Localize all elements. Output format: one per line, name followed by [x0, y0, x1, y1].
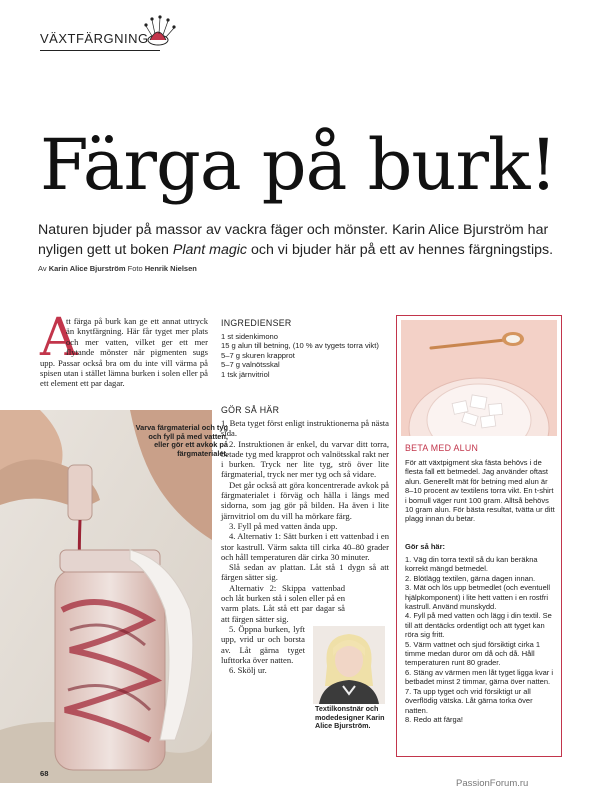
byline	[38, 264, 197, 273]
ingredient-item: 15 g alun till betning, (10 % av tygets torra vikt)	[221, 341, 379, 351]
instructions-heading: GÖR SÅ HÄR	[221, 405, 280, 415]
instruction-step: 1. Beta tyget först enligt instruktionerna på nästa sida.	[221, 418, 389, 439]
sidebar-step: 4. Fyll på med vatten och lägg i din textil. Se till att dentäcks ordentligt och att tyget kan röra sig fritt.	[405, 611, 552, 640]
ingredients-list	[221, 332, 391, 379]
watermark: PassionForum.ru	[456, 778, 529, 789]
section-label: VÄXTFÄRGNING	[40, 31, 149, 46]
instruction-step: Det går också att göra koncentrerade avkok på färgmaterialet i förväg och hälla i längs med sidorna, som jag gör på bilden. Ha även i lite järnvitriol om du vill ha mörkare färg.	[221, 479, 389, 521]
byline-author: Karin Alice Bjurström	[48, 264, 126, 273]
sidebar-body-text: För att växtpigment ska fästa behövs i de flesta fall ett betmedel. Jag använder oftast alun. Generellt mät för betning med alun är 8–10 procent av textilens torra vikt. En t-shirt i bomull väger runt 100 gram. Alltså behövs 10 gram alun. För bästa resultat, tvätta ur ditt plagg innan du betar.	[405, 458, 555, 524]
lead-text-b: och vi bjuder här på ett av hennes färgningstips.	[247, 242, 554, 258]
jar-dyeing-photo	[0, 410, 212, 783]
instruction-step: 3. Fyll på med vatten ända upp.	[229, 520, 338, 531]
byline-prefix: Av	[38, 264, 47, 273]
byline-photographer: Henrik Nielsen	[144, 264, 197, 273]
instruction-step: Slå sedan av plattan. Låt stå 1 dygn så att färgen sätter sig.	[221, 562, 389, 583]
sidebar-heading: BETA MED ALUN	[405, 443, 479, 453]
jar-illustration	[0, 410, 212, 783]
sidebar-step: 6. Stäng av värmen men låt tyget ligga kvar i betbadet minst 2 timmar, gärna över natten.	[405, 667, 553, 687]
author-portrait	[313, 626, 385, 704]
section-divider	[40, 50, 160, 51]
sidebar-step: 1. Väg din torra textil så du kan beräkna korrekt mängd betmedel.	[405, 555, 538, 574]
portrait-illustration	[313, 626, 385, 704]
instruction-step: 2. Instruktionen är enkel, du varvar ditt torra, betade tyg med krapprot och valnötsskal rakt ner i burken. Tryck ner lite tyg, strö över lite färgmaterial, tryck ner mer tyg och så vidare.	[221, 438, 389, 480]
instruction-step: Alternativ 2: Skippa vattenbad och låt burken stå i solen eller på en varm plats. Låt stå ett par dagar så att färgen sätter sig.	[221, 582, 345, 624]
sidebar-steps	[405, 555, 555, 724]
dropcap-spacer	[40, 316, 66, 356]
instruction-step: 6. Skölj ur.	[229, 665, 267, 676]
drop-cap: A	[40, 308, 78, 368]
sidebar-subheading: Gör så här:	[405, 542, 446, 551]
sidebar-step: 7. Ta upp tyget och vrid försiktigt ur all överflödig vätska. Låt gärna torka över natten.	[405, 686, 533, 715]
intro-paragraph	[40, 316, 208, 389]
lead-text-a: Naturen bjuder på massor av vackra fäger och mönster. Karin Alice Bjurström har nyligen gett ut boken	[38, 222, 549, 258]
ingredient-item: 5–7 g skuren krapprot	[221, 350, 295, 360]
sidebar-step: 3. Mät och lös upp betmedlet (och eventuell hjälpkomponent) i lite hett vatten i en rostfri kastrull. Använd munskydd.	[405, 583, 551, 612]
ingredient-item: 1 tsk järnvitriol	[221, 369, 270, 379]
instruction-step: 4. Alternativ 1: Sätt burken i ett vattenbad i en stor kastrull. Värm sakta till cirka 40–80 grader och håll temperaturen där cirka 30 minuter.	[221, 531, 389, 562]
portrait-caption: Textilkonstnär och modedesigner Karin Alice Bjurström.	[315, 704, 385, 731]
ingredients-heading: INGREDIENSER	[221, 318, 292, 328]
instruction-step: 5. Öppna burken, lyft upp, vrid ur och borsta av. Låt gärna tyget lufttorka över natten.	[221, 623, 305, 665]
lead-paragraph	[38, 220, 566, 260]
bowl-illustration	[401, 320, 557, 436]
alum-bowl-photo	[401, 320, 557, 436]
page-number: 68	[40, 769, 49, 778]
ingredient-item: 1 st sidenkimono	[221, 332, 278, 341]
ingredient-item: 5–7 g valnötsskal	[221, 360, 280, 370]
intro-text: tt färga på burk kan ge ett annat uttryck än knytfärgning. Här får tyget mer plats och mer vatten, vilket ger ett mer flytande mönster när pigmenten sugs upp. Passar också bra om du inte vill värma på spisen utan i stället lämna burken i solen eller på ett element ett par dagar.	[40, 316, 208, 389]
flower-bouquet-icon	[138, 14, 178, 48]
book-title: Plant magic	[172, 242, 248, 258]
sidebar-step: 2. Blötlägg textilen, gärna dagen innan.	[405, 573, 536, 583]
page-title: Färga på burk!	[40, 124, 557, 206]
byline-photo-label: Foto	[127, 264, 143, 273]
sidebar-step: 5. Värm vattnet och sjud försiktigt cirka 1 timme medan duror om då och då. Håll temperaturen runt 80 grader.	[405, 639, 541, 668]
photo-caption: Varva färgmaterial och tyg och fyll på med vatten, eller gör ett avkok på färgmaterialet.	[135, 423, 228, 458]
sidebar-body	[405, 458, 555, 524]
sidebar-step: 8. Redo att färga!	[405, 714, 463, 724]
